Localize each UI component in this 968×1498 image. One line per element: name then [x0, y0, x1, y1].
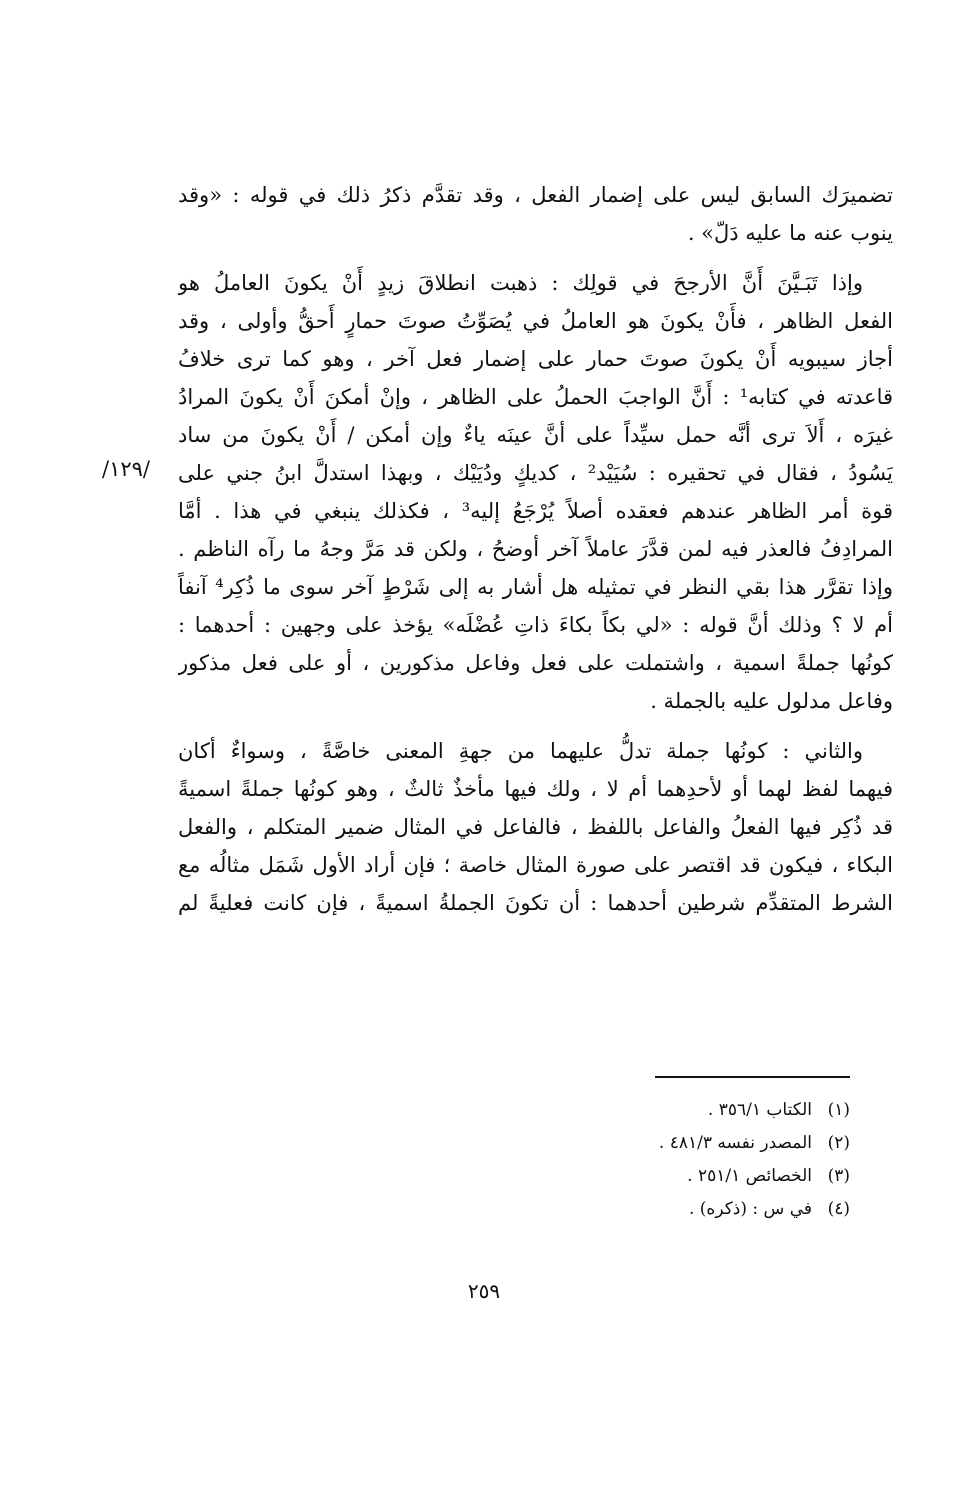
text-line: الشرط المتقدِّم شرطين أحدهما : أن تكونَ الجملةُ اسميةً ، فإن كانت فعليةً لم [178, 891, 893, 915]
footnote-number: (١) [827, 1100, 850, 1120]
text-line: وفاعل مدلول عليه بالجملة . [650, 689, 893, 713]
text-line: وإذا تَبَـيَّنَ أَنَّ الأرجحَ في قولِك : ذهبت انطلاقَ زيدٍ أَنْ يكونَ العاملُ هو [178, 271, 863, 295]
text-line: والثاني : كونُها جملة تدلُّ عليهما من جهةِ المعنى خاصَّةً ، وسواءٌ أكان [178, 739, 863, 763]
main-text [178, 176, 893, 922]
paragraph-1 [178, 176, 893, 252]
text-line: كونُها جملةً اسمية ، واشتملت على فعل وفاعل مذكورين ، أو على فعل مذكور [178, 651, 893, 675]
footnote-number: (٣) [827, 1166, 850, 1186]
text-line: فيهما لفظ لهما أو لأحدِهما أم لا ، ولك فيها مأخذٌ ثالثٌ ، وهو كونُها جملةً اسميةً [178, 777, 893, 801]
paragraph-gap [178, 252, 893, 264]
paragraph-2 [178, 264, 893, 720]
text-line: غيرَه ، أَلاَ ترى أنَّه حمل سيِّداً على أنَّ عينَه ياءٌ وإن أمكن / أَنْ يكونَ من ساد [178, 423, 893, 447]
paragraph-3 [178, 732, 893, 922]
text-line: وإذا تقرَّر هذا بقي النظر في تمثيله هل أشار به إلى شَرْطٍ آخر سوى ما ذُكِر⁴ آنفاً [178, 575, 893, 599]
text-line: المرادِفُ فالعذر فيه لمن قدَّرَ عاملاً آخر أوضحُ ، ولكن قد مَرَّ وجهُ ما رآه الناظم . [178, 537, 893, 561]
footnote-text: الخصائص ٢٥١/١ . [687, 1166, 812, 1186]
footnote-separator [655, 1076, 850, 1078]
text-line: قاعدته في كتابه¹ : أَنَّ الواجبَ الحملُ على الظاهر ، وإنْ أمكنَ أَنْ يكونَ المرادُ [178, 385, 893, 409]
text-line: يَسُودُ ، فقال في تحقيره : سُيَيْد² ، كديكٍ ودُيَيْك ، وبهذا استدلَّ ابنُ جني على [178, 461, 893, 485]
paragraph-gap [178, 720, 893, 732]
text-line: البكاء ، فيكون قد اقتصر على صورة المثال خاصة ؛ فإن أراد الأول شَمَل مثالُه مع [178, 853, 893, 877]
manuscript-folio-marker: /١٢٩/ [102, 457, 150, 481]
text-line: تضميرَك السابق ليس على إضمار الفعل ، وقد تقدَّم ذكرُ ذلك في قوله : «وقد [178, 183, 893, 207]
text-line: قوة أمر الظاهر عندهم فعقده أصلاً يُرْجَعُ إليه³ ، فكذلك ينبغي في هذا . أمَّا [178, 499, 893, 523]
footnote-text: الكتاب ٣٥٦/١ . [707, 1100, 812, 1120]
footnote [450, 1193, 850, 1226]
footnote-text: في س : (ذكره) . [688, 1199, 812, 1219]
text-line: أم لا ؟ وذلك أنَّ قوله : «لي بكاً بكاءَ ذاتِ عُضْلَه» يؤخذ على وجهين : أحدهما : [178, 613, 893, 637]
page-number: ٢٥٩ [467, 1279, 501, 1303]
footnote [450, 1127, 850, 1160]
footnotes [450, 1094, 850, 1226]
text-line: الفعل الظاهر ، فأَنْ يكونَ هو العاملُ في يُصَوِّتُ صوتَ حمارٍ أَحقُّ وأولى ، وقد [178, 309, 893, 333]
text-line: قد ذُكِر فيها الفعلُ والفاعل باللفظ ، فالفاعل في المثال ضمير المتكلم ، والفعل [178, 815, 893, 839]
text-line: أجاز سيبويه أَنْ يكونَ صوتَ حمار على إضمار فعل آخر ، وهو كما ترى خلافُ [178, 347, 893, 371]
text-line: ينوب عنه ما عليه دَلّ» . [687, 221, 893, 245]
footnote-text: المصدر نفسه ٤٨١/٣ . [658, 1133, 812, 1153]
footnote [450, 1094, 850, 1127]
footnote-number: (٤) [827, 1199, 850, 1219]
footnote [450, 1160, 850, 1193]
footnote-number: (٢) [827, 1133, 850, 1153]
